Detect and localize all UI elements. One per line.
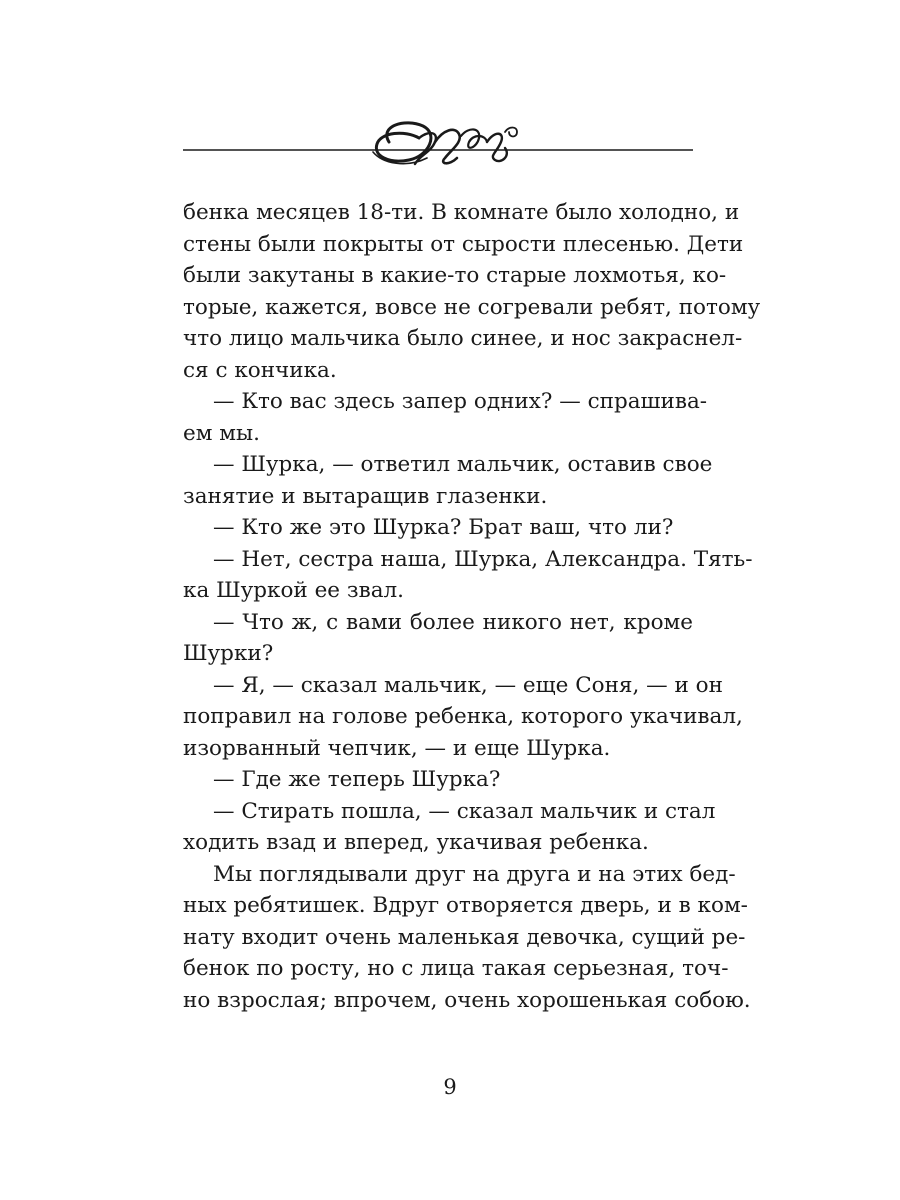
text-line: — Где же теперь Шурка? <box>213 767 501 792</box>
text-line: ся с кончика. <box>183 357 337 383</box>
page-number: 9 <box>443 1075 457 1099</box>
text-line: — Нет, сестра наша, Шурка, Александра. Тять- <box>213 546 753 572</box>
text-line: — Что ж, с вами более никого нет, кроме <box>213 609 693 635</box>
text-line: ходить взад и вперед, укачивая ребенка. <box>183 830 649 855</box>
body-text <box>183 197 761 1016</box>
text-line: Шурки? <box>183 641 274 666</box>
text-line: поправил на голове ребенка, которого укачивал, <box>183 704 743 729</box>
text-line: бенка месяцев 18-ти. В комнате было холодно, и <box>183 200 740 225</box>
text-line: изорванный чепчик, — и еще Шурка. <box>183 735 611 761</box>
text-line: стены были покрыты от сырости плесенью. Дети <box>183 231 744 257</box>
text-line: нату входит очень маленькая девочка, сущий ре- <box>183 924 746 950</box>
text-line: что лицо мальчика было синее, и нос закраснел- <box>183 326 743 351</box>
text-line: но взрослая; впрочем, очень хорошенькая собою. <box>183 987 751 1013</box>
text-line: — Шурка, — ответил мальчик, оставив свое <box>213 452 713 477</box>
text-line: ных ребятишек. Вдруг отворяется дверь, и в ком- <box>183 893 748 918</box>
text-line: — Кто же это Шурка? Брат ваш, что ли? <box>213 515 674 540</box>
text-line: ем мы. <box>183 420 260 446</box>
text-line: ка Шуркой ее звал. <box>183 578 405 603</box>
text-line: — Стирать пошла, — сказал мальчик и стал <box>213 798 716 824</box>
flourish-ornament-icon <box>183 112 693 172</box>
text-line: — Я, — сказал мальчик, — еще Соня, — и он <box>213 672 723 698</box>
text-line: торые, кажется, вовсе не согревали ребят, потому <box>183 294 761 320</box>
text-line: занятие и вытаращив глазенки. <box>183 483 548 509</box>
header-ornament <box>183 112 693 172</box>
text-line: были закутаны в какие-то старые лохмотья, ко- <box>183 263 727 288</box>
text-line: — Кто вас здесь запер одних? — спрашива- <box>213 389 708 414</box>
text-line: бенок по росту, но с лица такая серьезная, точ- <box>183 956 729 981</box>
text-line: Мы поглядывали друг на друга и на этих бед- <box>213 861 736 887</box>
